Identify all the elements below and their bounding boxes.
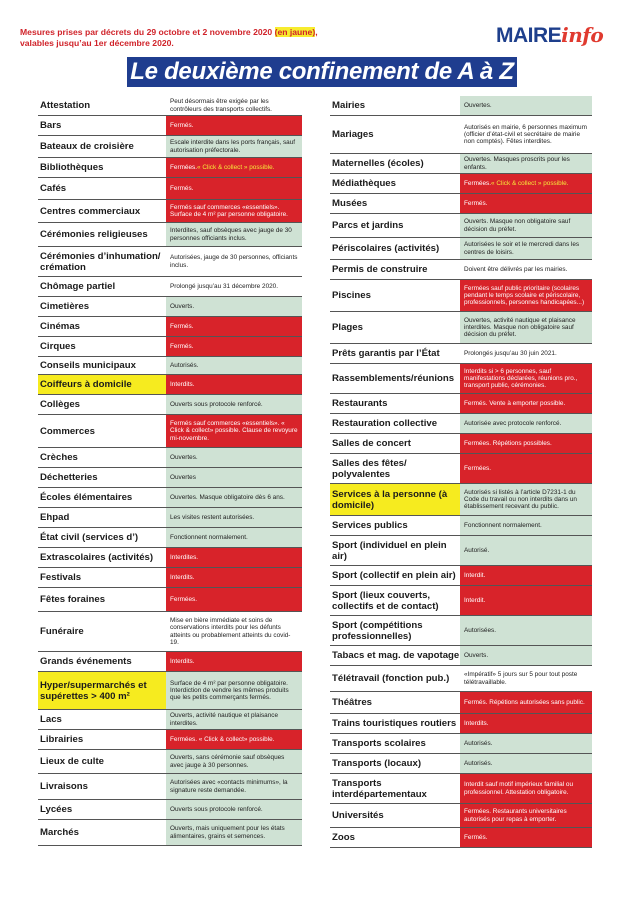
- row-measure: [166, 508, 302, 527]
- measure-text: Ouverts, sans cérémonie sauf obsèques avec jauge à 30 personnes.: [170, 754, 285, 769]
- decree-note: [20, 27, 350, 49]
- measure-text: Autorisés.: [464, 739, 493, 747]
- measure-text: Les visites restent autorisées.: [170, 513, 255, 521]
- row-label: Sport (collectif en plein air): [332, 570, 456, 581]
- row-measure: [166, 800, 302, 819]
- row-label: Maternelles (écoles): [332, 158, 424, 169]
- row-label: Cérémonies religieuses: [40, 229, 148, 240]
- row-measure: [166, 612, 302, 651]
- row-label: Permis de construire: [332, 264, 428, 275]
- measure-text: Ouvertes. Masques proscrits pour les enfants.: [464, 156, 570, 171]
- logo-accent: info: [561, 23, 604, 47]
- row-measure: [166, 568, 302, 587]
- decree-note-line1: Mesures prises par décrets du 29 octobre et 2 novembre 2020: [20, 27, 275, 37]
- measure-text: Autorisées.: [464, 626, 496, 634]
- measure-text: Autorisées avec «contacts minimums», la signature reste demandée.: [170, 779, 288, 794]
- table-row-sport-collectif-en-plein-air: [330, 566, 592, 586]
- row-measure: [460, 616, 592, 645]
- row-measure: [460, 194, 592, 213]
- measure-text: Fermées.: [464, 464, 491, 472]
- row-measure: [460, 484, 592, 515]
- table-row-bibliotheques: [38, 158, 302, 178]
- row-measure: [166, 710, 302, 729]
- row-measure: [460, 344, 592, 363]
- measure-text: Prolongé jusqu’au 31 décembre 2020.: [170, 282, 279, 290]
- row-measure: [166, 588, 302, 611]
- row-measure: [166, 395, 302, 414]
- row-label: Prêts garantis par l’État: [332, 348, 440, 359]
- row-label: Transports (locaux): [332, 758, 422, 769]
- row-measure: [460, 394, 592, 413]
- row-label: Mairies: [332, 100, 366, 111]
- row-measure: [460, 828, 592, 847]
- row-measure: [166, 820, 302, 845]
- measure-text: Ouverts sous protocole renforcé.: [170, 805, 263, 813]
- row-label: Restaurants: [332, 398, 388, 409]
- table-row-bars: [38, 116, 302, 136]
- table-row-chomage-partiel: [38, 277, 302, 297]
- row-label: Lacs: [40, 714, 62, 725]
- table-row-cinemas: [38, 317, 302, 337]
- row-measure: [166, 652, 302, 671]
- measure-text: Interdits.: [464, 719, 489, 727]
- table-row-piscines: [330, 280, 592, 312]
- row-measure: [166, 247, 302, 276]
- row-measure: [166, 672, 302, 709]
- table-row-ceremonies-d-inhumation-cremation: [38, 247, 302, 277]
- row-measure: [460, 280, 592, 311]
- measure-text: Ouvertes, activité nautique et plaisance interdites. Masque non obligatoire sauf décision du préfet.: [464, 316, 576, 339]
- row-label: Hyper/supermarchés et supérettes > 400 m²: [38, 672, 166, 709]
- row-measure: [460, 312, 592, 343]
- row-label: État civil (services d’): [40, 532, 139, 543]
- row-label: Transports interdépartementaux: [332, 777, 427, 800]
- row-label: Salles de concert: [332, 438, 411, 449]
- measure-accent: « Click & collect » possible.: [491, 179, 569, 187]
- table-row-periscolaires-activites: [330, 238, 592, 260]
- table-row-livraisons: [38, 774, 302, 800]
- measure-text: Fonctionnent normalement.: [170, 533, 248, 541]
- table-row-lycees: [38, 800, 302, 820]
- measure-text: Fermées.: [170, 595, 197, 603]
- measure-text: Interdits.: [170, 573, 195, 581]
- table-row-permis-de-construire: [330, 260, 592, 280]
- row-label: Livraisons: [40, 781, 88, 792]
- page-title: Le deuxième confinement de A à Z: [127, 57, 517, 87]
- row-measure: [166, 774, 302, 799]
- table-row-sport-lieux-couverts-collectifs-et-de-contact: [330, 586, 592, 616]
- table-row-restauration-collective: [330, 414, 592, 434]
- row-label: Trains touristiques routiers: [332, 718, 457, 729]
- row-measure: [460, 364, 592, 393]
- left-column-table: [38, 96, 302, 846]
- row-label: Festivals: [40, 572, 82, 583]
- row-label: Écoles élémentaires: [40, 492, 133, 503]
- measure-text: Fermées.: [464, 179, 491, 187]
- table-row-maternelles-ecoles: [330, 154, 592, 174]
- measure-text: Fermées. Restaurants universitaires autorisés pour repas à emporter.: [464, 808, 567, 823]
- row-label: Restauration collective: [332, 418, 438, 429]
- row-measure: [460, 116, 592, 153]
- row-label: Salles des fêtes/ polyvalentes: [332, 457, 407, 480]
- table-row-dechetteries: [38, 468, 302, 488]
- row-label: Cérémonies d’inhumation/ crémation: [40, 250, 161, 273]
- row-label: Ehpad: [40, 512, 70, 523]
- table-row-transports-scolaires: [330, 734, 592, 754]
- table-row-lacs: [38, 710, 302, 730]
- row-label: Zoos: [332, 832, 355, 843]
- table-row-grands-evenements: [38, 652, 302, 672]
- row-measure: [460, 154, 592, 173]
- table-row-fetes-foraines: [38, 588, 302, 612]
- row-label: Conseils municipaux: [40, 360, 136, 371]
- row-measure: [460, 414, 592, 433]
- table-row-funeraire: [38, 612, 302, 652]
- row-label: Sport (compétitions professionnelles): [332, 619, 423, 642]
- table-row-hyper-supermarches-et-superettes-400-m: [38, 672, 302, 710]
- row-label: Parcs et jardins: [332, 220, 404, 231]
- measure-text: Ouverts.: [464, 651, 489, 659]
- row-measure: [166, 297, 302, 316]
- row-measure: [166, 528, 302, 547]
- row-measure: [166, 337, 302, 356]
- measure-text: Autorisées, jauge de 30 personnes, officiants inclus.: [170, 254, 298, 269]
- measure-text: Autorisée avec protocole renforcé.: [464, 419, 562, 427]
- measure-text: Autorisés si listés à l’article D7231-1 du Code du travail ou non interdits dans un établissement recevant du public.: [464, 488, 577, 511]
- table-row-librairies: [38, 730, 302, 750]
- table-row-restaurants: [330, 394, 592, 414]
- measure-text: Fermés.: [170, 322, 194, 330]
- table-row-extrascolaires-activites: [38, 548, 302, 568]
- measure-text: Autorisés en mairie, 6 personnes maximum (officier d’état-civil et secrétaire de mairie non comptés). Fêtes interdites.: [464, 123, 587, 146]
- row-measure: [166, 448, 302, 467]
- row-measure: [166, 730, 302, 749]
- table-row-prets-garantis-par-l-etat: [330, 344, 592, 364]
- table-row-ehpad: [38, 508, 302, 528]
- row-measure: [460, 734, 592, 753]
- table-row-cimetieres: [38, 297, 302, 317]
- table-row-cirques: [38, 337, 302, 357]
- row-measure: [460, 586, 592, 615]
- measure-text: Fermés. Répétions autorisées sans public.: [464, 698, 585, 706]
- measure-text: Ouverts, activité nautique et plaisance interdites.: [170, 712, 278, 727]
- measure-text: Autorisé.: [464, 546, 490, 554]
- measure-text: Ouvertes.: [170, 453, 198, 461]
- measure-text: Interdit sauf motif impérieux familial ou professionnel. Attestation obligatoire.: [464, 781, 574, 796]
- logo-main: MAIRE: [496, 24, 562, 47]
- row-label: Chômage partiel: [40, 281, 116, 292]
- row-label: Transports scolaires: [332, 738, 426, 749]
- decree-note-line2: valables jusqu’au 1er décembre 2020.: [20, 38, 174, 48]
- row-label: Cirques: [40, 341, 76, 352]
- row-label: Marchés: [40, 827, 79, 838]
- table-row-bateaux-de-croisiere: [38, 136, 302, 158]
- table-row-colleges: [38, 395, 302, 415]
- row-label: Librairies: [40, 734, 84, 745]
- row-label: Piscines: [332, 290, 371, 301]
- row-label: Grands événements: [40, 656, 132, 667]
- row-measure: [166, 277, 302, 296]
- measure-text: Fermés.: [170, 342, 194, 350]
- table-row-mairies: [330, 96, 592, 116]
- measure-text: Fermés.: [170, 121, 194, 129]
- row-measure: [460, 434, 592, 453]
- measure-text: Mise en bière immédiate et soins de conservations interdits pour les défunts atteints ou probablement atteints du covid-19.: [170, 616, 291, 646]
- row-measure: [460, 174, 592, 193]
- row-measure: [460, 516, 592, 535]
- row-label: Services à la personne (à domicile): [330, 484, 460, 515]
- row-measure: [166, 178, 302, 199]
- row-measure: [166, 96, 302, 115]
- row-measure: [166, 317, 302, 336]
- row-measure: [166, 136, 302, 157]
- table-row-sport-competitions-professionnelles: [330, 616, 592, 646]
- table-row-mariages: [330, 116, 592, 154]
- row-measure: [166, 750, 302, 773]
- row-measure: [460, 692, 592, 713]
- decree-note-comma: ,: [315, 27, 318, 37]
- row-label: Collèges: [40, 399, 80, 410]
- row-label: Cimetières: [40, 301, 90, 312]
- row-measure: [166, 223, 302, 246]
- row-label: Attestation: [40, 100, 91, 111]
- row-label: Sport (lieux couverts, collectifs et de contact): [332, 589, 439, 612]
- table-row-commerces: [38, 415, 302, 448]
- measure-text: Interdits.: [170, 380, 195, 388]
- measure-text: Interdits.: [170, 657, 195, 665]
- measure-text: Fermés.: [170, 184, 194, 192]
- measure-text: Ouvertes.: [464, 101, 492, 109]
- table-row-ecoles-elementaires: [38, 488, 302, 508]
- row-measure: [166, 468, 302, 487]
- row-measure: [460, 774, 592, 803]
- measure-text: Interdit.: [464, 596, 486, 604]
- measure-text: Fermées.: [170, 163, 197, 171]
- row-measure: [166, 415, 302, 447]
- row-label: Musées: [332, 198, 368, 209]
- measure-text: «Impératif» 5 jours sur 5 pour tout poste télétravaillable.: [464, 671, 578, 686]
- row-measure: [460, 646, 592, 665]
- table-row-creches: [38, 448, 302, 468]
- table-row-musees: [330, 194, 592, 214]
- measure-text: Interdit.: [464, 571, 486, 579]
- row-measure: [166, 357, 302, 374]
- table-row-services-publics: [330, 516, 592, 536]
- measure-text: Autorisés.: [464, 759, 493, 767]
- row-label: Centres commerciaux: [40, 205, 141, 217]
- measure-text: Interdites.: [170, 553, 199, 561]
- row-label: Fêtes foraines: [40, 594, 106, 605]
- row-label: Périscolaires (activités): [332, 243, 440, 254]
- row-measure: [166, 200, 302, 222]
- measure-text: Fermés. Vente à emporter possible.: [464, 399, 566, 407]
- table-row-trains-touristiques-routiers: [330, 714, 592, 734]
- table-row-sport-individuel-en-plein-air: [330, 536, 592, 566]
- table-row-universites: [330, 804, 592, 828]
- row-label: Funéraire: [40, 626, 84, 637]
- measure-text: Fermés sauf commerces «essentiels». « Click & collect» possible. Clause de revoyure mi-novembre.: [170, 420, 298, 442]
- table-row-theatres: [330, 692, 592, 714]
- row-label: Universités: [332, 810, 384, 821]
- row-measure: [460, 536, 592, 565]
- table-row-ceremonies-religieuses: [38, 223, 302, 247]
- row-measure: [460, 454, 592, 483]
- row-label: Lycées: [40, 804, 73, 815]
- measure-text: Ouverts.: [170, 302, 195, 310]
- row-measure: [460, 214, 592, 237]
- row-label: Théâtres: [332, 697, 372, 708]
- table-row-transports-locaux: [330, 754, 592, 774]
- measure-text: Ouvertes. Masque obligatoire dès 6 ans.: [170, 493, 285, 501]
- table-row-attestation: [38, 96, 302, 116]
- table-row-transports-interdepartementaux: [330, 774, 592, 804]
- measure-text: Fermées. « Click & collect» possible.: [170, 735, 275, 743]
- measure-text: Interdits si > 6 personnes, sauf manifestations déclarées, réunions pro., transport public, cérémonies.: [464, 367, 578, 390]
- table-row-conseils-municipaux: [38, 357, 302, 375]
- measure-text: Ouverts, mais uniquement pour les états alimentaires, grains et semences.: [170, 825, 285, 840]
- table-row-etat-civil-services-d: [38, 528, 302, 548]
- row-measure: [460, 804, 592, 827]
- row-measure: [166, 488, 302, 507]
- table-row-marches: [38, 820, 302, 846]
- row-label: Médiathèques: [332, 178, 396, 189]
- row-label: Déchetteries: [40, 472, 98, 483]
- measure-text: Fermés sauf commerces «essentiels». Surface de 4 m² par personne obligatoire.: [170, 203, 288, 218]
- row-measure: [460, 238, 592, 259]
- row-measure: [166, 116, 302, 135]
- measure-text: Doivent être délivrés par les mairies.: [464, 265, 568, 273]
- row-measure: [460, 714, 592, 733]
- table-row-plages: [330, 312, 592, 344]
- row-label: Crèches: [40, 452, 78, 463]
- measure-text: Escale interdite dans les ports français, sauf autorisation préfectorale.: [170, 139, 296, 154]
- row-measure: [166, 375, 302, 394]
- table-row-zoos: [330, 828, 592, 848]
- table-row-cafes: [38, 178, 302, 200]
- table-row-services-a-la-personne-a-domicile: [330, 484, 592, 516]
- row-label: Coiffeurs à domicile: [38, 375, 166, 394]
- row-label: Bars: [40, 120, 62, 131]
- row-label: Bibliothèques: [40, 162, 104, 173]
- table-row-rassemblements-reunions: [330, 364, 592, 394]
- measure-accent: « Click & collect » possible.: [197, 163, 275, 171]
- measure-text: Fermées. Répétions possibles.: [464, 439, 552, 447]
- table-row-teletravail-fonction-pub: [330, 666, 592, 692]
- measure-text: Fermées sauf public prioritaire (scolaires pendant le temps scolaire et périscolaire, professionnels, personnes handicapées...): [464, 284, 585, 307]
- row-measure: [166, 158, 302, 177]
- measure-text: Interdites, sauf obsèques avec jauge de 30 personnes officiants inclus.: [170, 227, 292, 242]
- measure-text: Ouverts sous protocole renforcé.: [170, 400, 263, 408]
- row-label: Tabacs et mag. de vapotage: [332, 650, 460, 661]
- row-label: Rassemblements/réunions: [332, 373, 455, 384]
- row-label: Mariages: [332, 129, 374, 140]
- measure-text: Fermés.: [464, 199, 488, 207]
- table-row-parcs-et-jardins: [330, 214, 592, 238]
- row-label: Bateaux de croisière: [40, 141, 134, 152]
- measure-text: Fermés.: [464, 833, 488, 841]
- row-label: Extrascolaires (activités): [40, 552, 154, 563]
- row-label: Télétravail (fonction pub.): [332, 673, 450, 684]
- maireinfo-logo: [496, 23, 603, 48]
- table-row-mediatheques: [330, 174, 592, 194]
- right-column-table: [330, 96, 592, 848]
- row-measure: [460, 666, 592, 691]
- row-measure: [166, 548, 302, 567]
- measure-text: Ouvertes: [170, 473, 196, 481]
- table-row-lieux-de-culte: [38, 750, 302, 774]
- measure-text: Surface de 4 m² par personne obligatoire. Interdiction de vendre les mêmes produits que les petits commerçants fermés.: [170, 679, 289, 702]
- table-row-centres-commerciaux: [38, 200, 302, 223]
- row-label: Sport (individuel en plein air): [332, 539, 447, 562]
- row-label: Plages: [332, 322, 363, 333]
- row-label: Services publics: [332, 520, 408, 531]
- measure-text: Peut désormais être exigée par les contrôleurs des transports collectifs.: [170, 98, 272, 113]
- measure-text: Autorisées le soir et le mercredi dans les centres de loisirs.: [464, 241, 580, 256]
- row-label: Cafés: [40, 183, 67, 194]
- table-row-coiffeurs-a-domicile: [38, 375, 302, 395]
- table-row-salles-de-concert: [330, 434, 592, 454]
- row-measure: [460, 260, 592, 279]
- row-label: Cinémas: [40, 321, 80, 332]
- table-row-festivals: [38, 568, 302, 588]
- row-measure: [460, 566, 592, 585]
- row-measure: [460, 96, 592, 115]
- table-row-tabacs-et-mag-de-vapotage: [330, 646, 592, 666]
- measure-text: Ouverts. Masque non obligatoire sauf décision du préfet.: [464, 218, 571, 233]
- decree-note-highlight: (en jaune): [274, 27, 316, 37]
- row-label: Lieux de culte: [40, 756, 104, 767]
- measure-text: Fonctionnent normalement.: [464, 521, 542, 529]
- measure-text: Prolongés jusqu’au 30 juin 2021.: [464, 349, 557, 357]
- measure-text: Autorisés.: [170, 361, 199, 369]
- row-label: Commerces: [40, 425, 95, 437]
- table-row-salles-des-fetes-polyvalentes: [330, 454, 592, 484]
- row-measure: [460, 754, 592, 773]
